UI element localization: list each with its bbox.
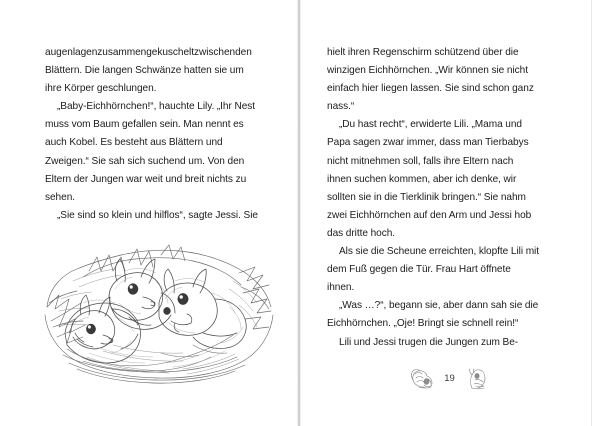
paragraph — [327, 243, 560, 297]
paragraph — [327, 334, 560, 352]
text-line: einfach hier liegen lassen. Sie sind schon ganz — [327, 83, 534, 95]
squirrel-ornament-right-icon — [464, 368, 490, 390]
text-line: „Was …?“, begann sie, aber dann sah sie die — [339, 300, 539, 312]
book-gutter — [297, 0, 301, 426]
text-line: „Du hast recht“, erwiderte Lili. „Mama und — [339, 119, 522, 131]
text-line: augenlagenzusammengekuscheltzwischenden — [45, 47, 252, 58]
right-page-text — [327, 44, 560, 352]
paragraph — [327, 116, 560, 243]
paragraph — [45, 207, 275, 225]
left-page — [0, 0, 299, 426]
text-line: ihre Körper geschlungen. — [45, 83, 157, 95]
paragraph — [327, 44, 560, 116]
text-line: Eichhörnchen. „Oje! Bringt sie schnell rein!“ — [327, 318, 519, 330]
text-line: ihnen. — [327, 282, 355, 294]
text-line: auch Kobel. Es besteht aus Blättern und — [45, 137, 223, 149]
text-line: sehen. — [45, 191, 76, 203]
text-line: hielt ihren Regenschirm schützend über die — [327, 47, 519, 58]
page-footer — [299, 368, 600, 390]
text-line: Papa sagen zwar immer, dass man Tierbabys — [327, 137, 529, 149]
text-line: nicht mitnehmen soll, falls ihre Eltern nach — [327, 155, 514, 167]
paragraph — [327, 297, 560, 333]
text-line: sollten sie in die Tierklinik bringen.“ Sie nahm — [327, 191, 526, 203]
text-line: das dritte hoch. — [327, 227, 396, 239]
right-page — [299, 0, 600, 426]
paragraph — [45, 98, 275, 207]
text-line: Lili und Jessi trugen die Jungen zum Be- — [339, 336, 519, 348]
paragraph — [45, 44, 275, 98]
text-line: winzigen Eichhörnchen. „Wir können sie nicht — [327, 65, 528, 77]
text-line: ihnen suchen kommen, aber ich denke, wir — [327, 173, 517, 185]
text-line: „Baby-Eichhörnchen!“, hauchte Lily. „Ihr Nest — [57, 101, 256, 113]
text-line: Zweigen.“ Sie sah sich suchend um. Von den — [45, 155, 245, 167]
squirrel-ornament-left-icon — [409, 368, 435, 390]
text-line: zwei Eichhörnchen auf den Arm und Jessi hob — [327, 209, 532, 221]
text-line: nass.“ — [327, 101, 355, 113]
baby-squirrels-in-nest-illustration — [43, 237, 275, 387]
left-page-text — [45, 44, 275, 225]
text-line: Eltern der Jungen war weit und breit nichts zu — [45, 173, 247, 185]
text-line: „Sie sind so klein und hilflos“, sagte Jessi. Sie — [57, 209, 258, 221]
text-line: muss vom Baum gefallen sein. Man nennt es — [45, 119, 244, 131]
text-line: Blättern. Die langen Schwänze hatten sie um — [45, 65, 244, 77]
text-line: Als sie die Scheune erreichten, klopfte Lili mit — [339, 246, 539, 258]
page-number: 19 — [444, 373, 455, 385]
text-line: dem Fuß gegen die Tür. Frau Hart öffnete — [327, 264, 511, 276]
